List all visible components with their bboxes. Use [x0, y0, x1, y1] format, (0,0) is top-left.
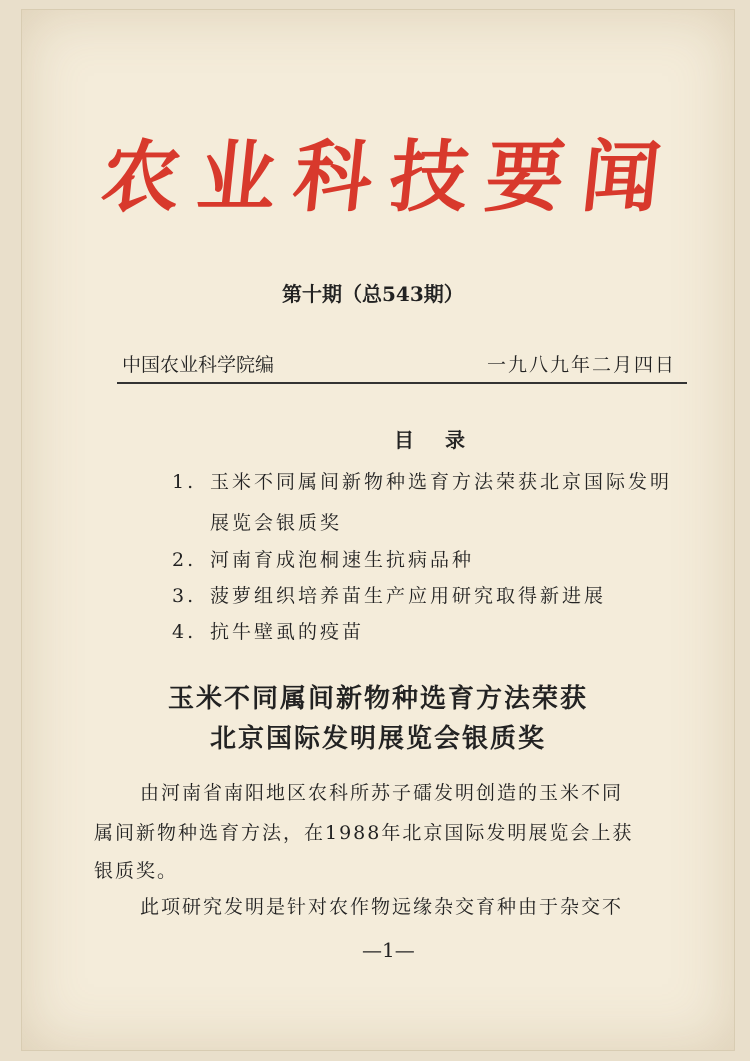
toc-item-number: 1.	[172, 471, 197, 493]
toc-item-number: 3.	[172, 585, 197, 607]
document-page	[22, 10, 734, 1050]
toc-item-text: 菠萝组织培养苗生产应用研究取得新进展	[210, 585, 607, 607]
masthead-title: 农业科技要闻	[97, 132, 683, 223]
article-paragraph-line: 此项研究发明是针对农作物远缘杂交育种由于杂交不	[140, 896, 624, 918]
toc-item	[172, 468, 672, 496]
article-paragraph-line: 属间新物种选育方法，在1988年北京国际发明展览会上获	[94, 822, 634, 844]
header-divider	[117, 382, 687, 384]
article-paragraph-line: 银质奖。	[94, 860, 179, 882]
toc-item-text: 河南育成泡桐速生抗病品种	[210, 549, 475, 571]
toc-item	[172, 618, 364, 646]
toc-item-number: 4.	[172, 621, 197, 643]
toc-item-text: 抗牛壁虱的疫苗	[210, 621, 365, 643]
publish-date: 一九八九年二月四日	[487, 354, 677, 376]
toc-item-number: 2.	[172, 549, 197, 571]
toc-item	[172, 546, 474, 574]
toc-item	[172, 582, 606, 610]
issue-number: 第十期（总543期）	[282, 282, 464, 306]
publisher: 中国农业科学院编	[122, 354, 275, 376]
page-number: —1—	[362, 938, 415, 962]
article-paragraph-line: 由河南省南阳地区农科所苏子礌发明创造的玉米不同	[140, 782, 624, 804]
article-headline: 北京国际发明展览会银质奖	[209, 724, 546, 754]
toc-title: 目 录	[394, 428, 477, 452]
article-headline: 玉米不同属间新物种选育方法荣获	[167, 684, 588, 714]
toc-item-continuation: 展览会银质奖	[210, 512, 343, 534]
toc-item-text: 玉米不同属间新物种选育方法荣获北京国际发明	[210, 471, 673, 493]
